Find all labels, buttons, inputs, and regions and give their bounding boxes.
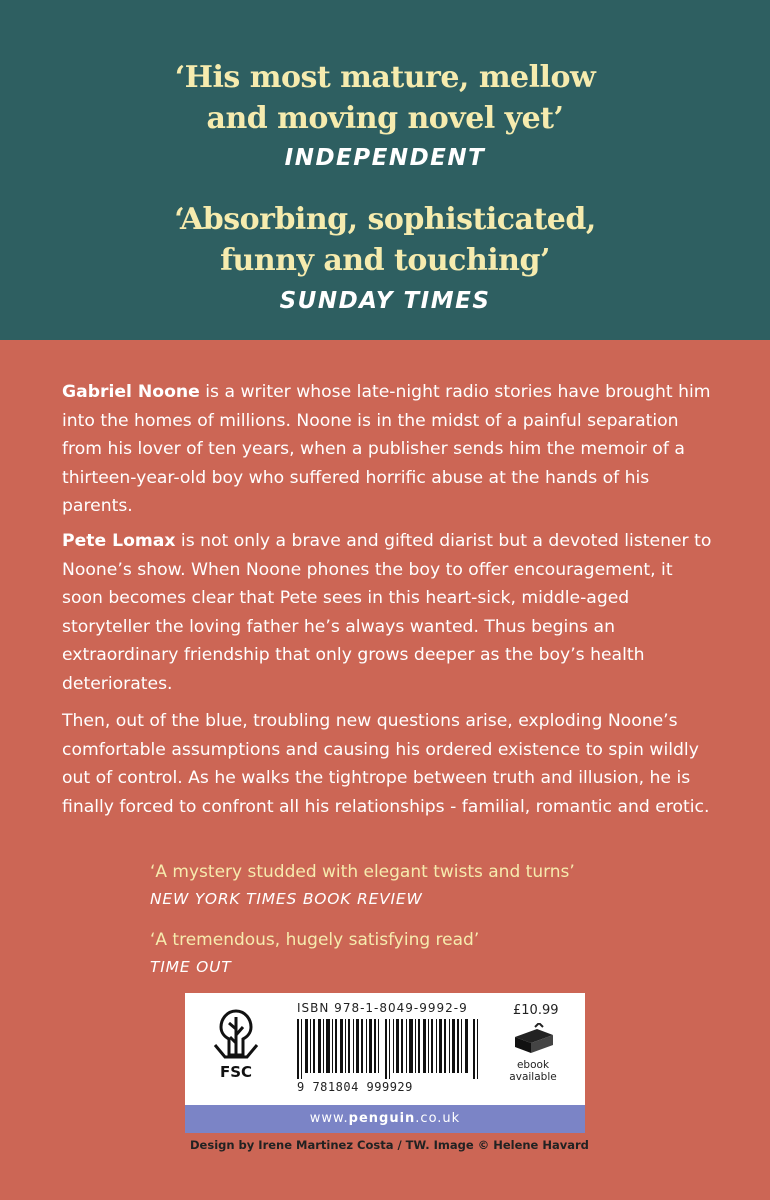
ebook-label-line-2: available: [509, 1071, 557, 1083]
fsc-logo: [205, 1005, 267, 1087]
fsc-label: FSC: [219, 1063, 253, 1081]
quote-2-line-1: ‘Absorbing, sophisticated,: [174, 202, 596, 237]
review-quote-2: ‘A tremendous, hugely satisfying read’: [150, 930, 480, 950]
review-source-1: NEW YORK TIMES BOOK REVIEW: [150, 890, 423, 908]
blurb-paragraph-2: [62, 527, 712, 698]
review-source-2: TIME OUT: [150, 958, 232, 976]
price: £10.99: [513, 1003, 559, 1018]
review-quote-1: ‘A mystery studded with elegant twists and turns’: [150, 862, 575, 882]
blurb-paragraph-1: [62, 378, 712, 521]
blurb-paragraph-3: [62, 707, 712, 821]
ebook-label-line-1: ebook: [516, 1059, 550, 1071]
isbn-label: ISBN 978-1-8049-9992-9: [297, 1001, 468, 1015]
website-suffix: .co.uk: [415, 1111, 461, 1126]
design-credit: Design by Irene Martinez Costa / TW. Image © Helene Havard: [190, 1138, 589, 1152]
blurb-text-3: Then, out of the blue, troubling new questions arise, exploding Noone’s comfortable assumptions and causing his ordered existence to spin wildly out of control. As he walks the tightrope between truth and illusion, he is finally forced to confront all his relationships - familial, romantic and erotic.: [62, 711, 710, 817]
blurb-lead-2: Pete Lomax: [62, 531, 176, 551]
ebook-label: [507, 1059, 559, 1083]
website-prefix: www.: [309, 1111, 349, 1126]
quote-2-source: SUNDAY TIMES: [279, 288, 491, 314]
quote-1-line-2: and moving novel yet’: [206, 101, 564, 136]
barcode-digits: 9 781804 999929: [297, 1080, 413, 1094]
blurb-text-1: is a writer whose late-night radio stories have brought him into the homes of millions. Noone is in the midst of a painful separation from his lover of ten years, when a publisher sends him the memoir of a thirteen-year-old boy who suffered horrific abuse at the hands of his parents.: [62, 382, 711, 516]
quote-1-line-1: ‘His most mature, mellow: [174, 60, 596, 95]
blurb-lead-1: Gabriel Noone: [62, 382, 200, 402]
barcode: [297, 1019, 487, 1079]
quote-1-source: INDEPENDENT: [284, 145, 486, 171]
website-band: [185, 1105, 585, 1133]
website-brand: penguin: [348, 1111, 416, 1126]
blurb-text-2: is not only a brave and gifted diarist but a devoted listener to Noone’s show. When Noone phones the boy to offer encouragement, it soon becomes clear that Pete sees in this heart-sick, middle-aged storyteller the loving father he’s always wanted. Thus begins an extraordinary friendship that only grows deeper as the boy’s health deteriorates.: [62, 531, 712, 694]
quote-2-line-2: funny and touching’: [220, 243, 550, 278]
ebook-icon: [507, 1023, 559, 1063]
barcode-panel: [185, 993, 585, 1105]
